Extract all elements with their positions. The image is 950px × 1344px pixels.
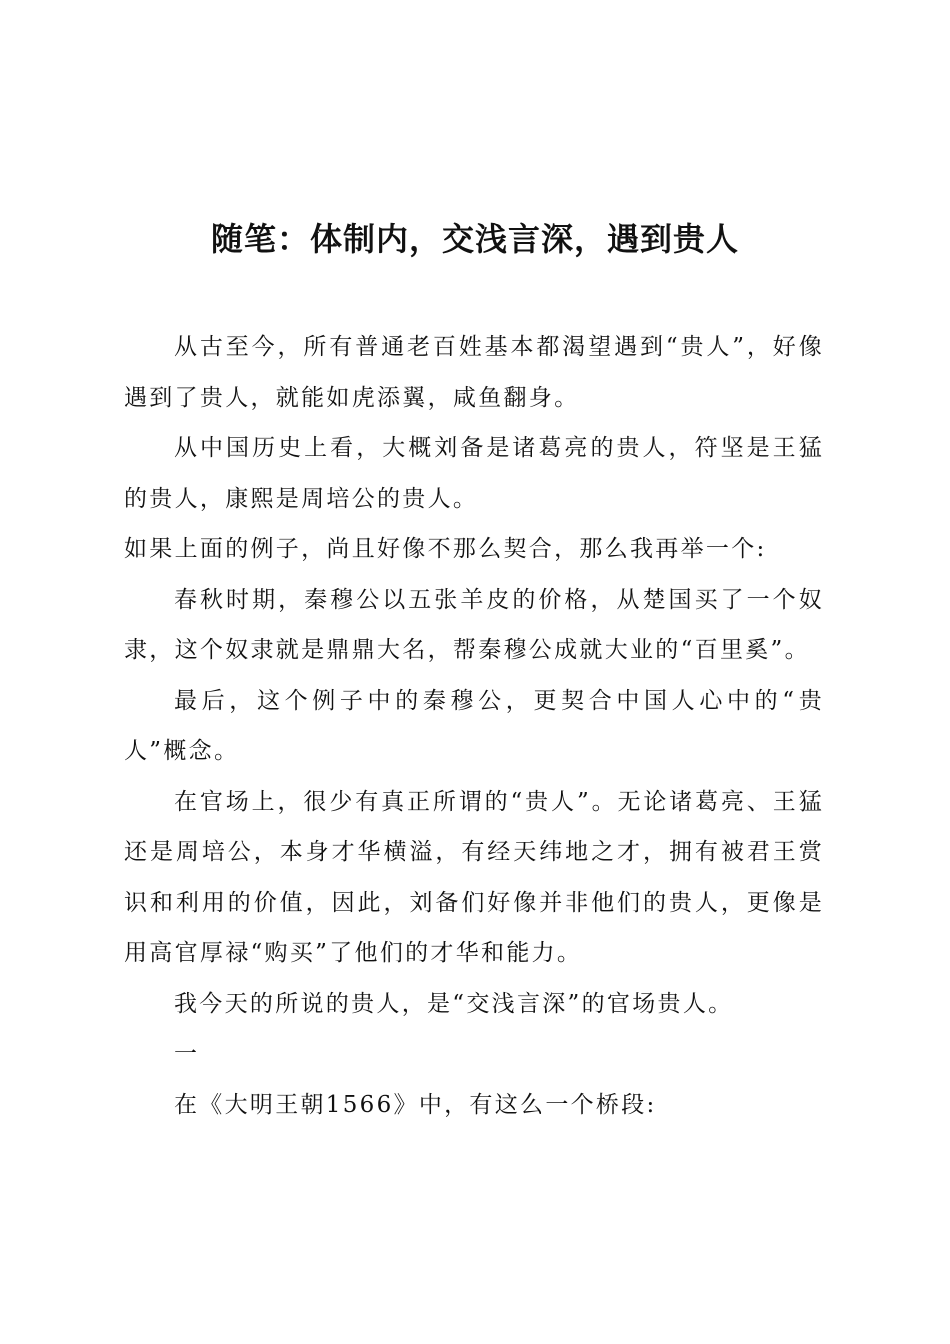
paragraph-1: 从古至今，所有普通老百姓基本都渴望遇到“贵人”，好像遇到了贵人，就能如虎添翼，咸鱼翻身。 [124,334,824,411]
document-body [124,322,824,1130]
paragraph-3: 如果上面的例子，尚且好像不那么契合，那么我再举一个: [124,536,767,562]
paragraph-4: 春秋时期，秦穆公以五张羊皮的价格，从楚国买了一个奴隶，这个奴隶就是鼎鼎大名，帮秦穆公成就大业的“百里奚”。 [124,586,824,663]
paragraph-6: 在官场上，很少有真正所谓的“贵人”。无论诸葛亮、王猛还是周培公，本身才华横溢，有经天纬地之才，拥有被君王赏识和利用的价值，因此，刘备们好像并非他们的贵人，更像是用高官厚禄“购买”了他们的才华和能力。 [124,788,824,966]
section-number: 一 [174,1041,200,1067]
paragraph-7: 我今天的所说的贵人，是“交浅言深”的官场贵人。 [174,990,734,1017]
paragraph-2: 从中国历史上看，大概刘备是诸葛亮的贵人，符坚是王猛的贵人，康熙是周培公的贵人。 [124,435,824,512]
document-title: 随笔：体制内，交浅言深，遇到贵人 [210,220,739,258]
paragraph-5: 最后，这个例子中的秦穆公，更契合中国人心中的“贵人”概念。 [124,687,824,764]
paragraph-8: 在《大明王朝1566》中，有这么一个桥段: [174,1091,657,1118]
